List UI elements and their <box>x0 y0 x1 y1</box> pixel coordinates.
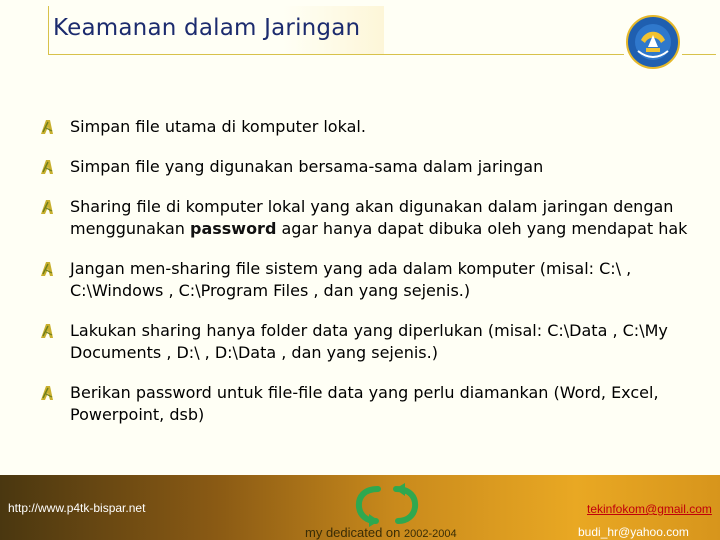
bullet-bold-keyword: password <box>189 219 277 238</box>
bullet-text-part: Sharing file di komputer lokal yang akan digunakan dalam jaringan dengan menggunakan <box>70 197 674 238</box>
footer-email-link[interactable]: tekinfokom@gmail.com <box>587 502 712 516</box>
bullet-item <box>40 382 700 426</box>
bullet-list <box>40 116 700 444</box>
bullet-text: Jangan men-sharing file sistem yang ada dalam komputer (misal: C:\ , C:\Windows , C:\Program Files , dan yang sejenis.) <box>70 259 632 300</box>
tut-wuri-handayani-emblem-icon <box>624 13 682 71</box>
footer-email-secondary: budi_hr@yahoo.com <box>578 525 689 539</box>
bullet-item <box>40 320 700 364</box>
bullet-text: Simpan file utama di komputer lokal. <box>70 117 366 136</box>
bullet-text-part: agar hanya dapat dibuka oleh yang mendapat hak <box>276 219 688 238</box>
bullet-text: Lakukan sharing hanya folder data yang diperlukan (misal: C:\Data , C:\My Documents , D:\ , D:\Data , dan yang sejenis.) <box>70 321 668 362</box>
rotate-back-arrow-icon[interactable] <box>352 483 386 527</box>
leaf-bullet-icon <box>40 261 54 277</box>
bullet-text <box>70 196 700 240</box>
leaf-bullet-icon <box>40 323 54 339</box>
footer-dedication <box>305 525 457 540</box>
footer-website-link[interactable]: http://www.p4tk-bispar.net <box>8 501 146 515</box>
header-divider <box>48 54 716 55</box>
leaf-bullet-icon <box>40 385 54 401</box>
leaf-bullet-icon <box>40 119 54 135</box>
bullet-item <box>40 196 700 240</box>
bullet-item <box>40 258 700 302</box>
bullet-item <box>40 116 700 138</box>
bullet-item <box>40 156 700 178</box>
leaf-bullet-icon <box>40 159 54 175</box>
dedication-years: 2002-2004 <box>404 528 457 540</box>
leaf-bullet-icon <box>40 199 54 215</box>
dedication-text: my dedicated on <box>305 525 405 540</box>
bullet-text: Simpan file yang digunakan bersama-sama dalam jaringan <box>70 157 544 176</box>
bullet-text: Berikan password untuk file-file data yang perlu diamankan (Word, Excel, Powerpoint, dsb) <box>70 383 659 424</box>
rotate-forward-arrow-icon[interactable] <box>388 483 422 527</box>
slide-title: Keamanan dalam Jaringan <box>53 15 361 41</box>
